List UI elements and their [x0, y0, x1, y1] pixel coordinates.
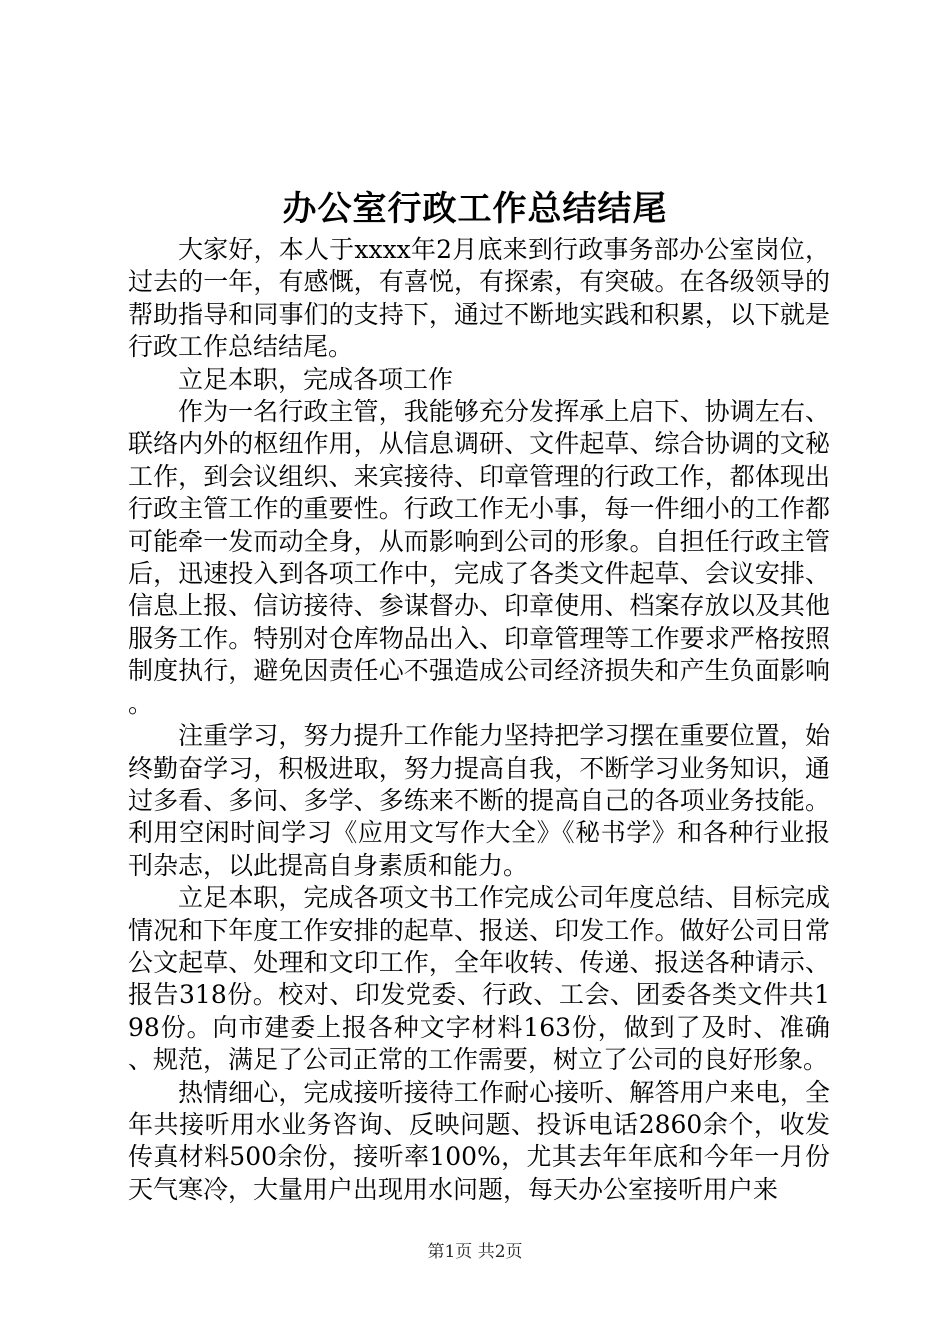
paragraph-duties: 作为一名行政主管，我能够充分发挥承上启下、协调左右、联络内外的枢纽作用，从信息调研、文件起草、综合协调的文秘工作，到会议组织、来宾接待、印章管理的行政工作，都体现出行政主管工作的重要性。行政工作无小事，每一件细小的工作都可能牵一发而动全身，从而影响到公司的形象。自担任行政主管后，迅速投入到各项工作中，完成了各类文件起草、会议安排、信息上报、信访接待、参谋督办、印章使用、档案存放以及其他服务工作。特别对仓库物品出入、印章管理等工作要求严格按照制度执行，避免因责任心不强造成公司经济损失和产生负面影响。	[128, 397, 830, 718]
document-title: 办公室行政工作总结结尾	[282, 189, 668, 229]
paragraph-documents: 立足本职，完成各项文书工作完成公司年度总结、目标完成情况和下年度工作安排的起草、报送、印发工作。做好公司日常公文起草、处理和文印工作，全年收转、传递、报送各种请示、报告318份。校对、印发党委、行政、工会、团委各类文件共198份。向市建委上报各种文字材料163份，做到了及时、准确、规范，满足了公司正常的工作需要，树立了公司的良好形象。	[128, 883, 830, 1075]
paragraph-study: 注重学习，努力提升工作能力坚持把学习摆在重要位置，始终勤奋学习，积极进取，努力提高自我，不断学习业务知识，通过多看、多问、多学、多练来不断的提高自己的各项业务技能。利用空闲时间学习《应用文写作大全》《秘书学》和各种行业报刊杂志，以此提高自身素质和能力。	[128, 721, 830, 880]
paragraph-intro: 大家好，本人于xxxx年2月底来到行政事务部办公室岗位，过去的一年，有感慨，有喜悦，有探索，有突破。在各级领导的帮助指导和同事们的支持下，通过不断地实践和积累，以下就是行政工作总结结尾。	[128, 235, 830, 362]
page-number-footer: 第1页 共2页	[427, 1242, 523, 1262]
paragraph-reception: 热情细心，完成接听接待工作耐心接听、解答用户来电，全年共接听用水业务咨询、反映问题、投诉电话2860余个，收发传真材料500余份，接听率100%，尤其去年年底和今年一月份天气寒冷，大量用户出现用水问题，每天办公室接听用户来	[128, 1077, 830, 1204]
document-body	[128, 234, 830, 1206]
section-heading: 立足本职，完成各项工作	[178, 364, 454, 394]
